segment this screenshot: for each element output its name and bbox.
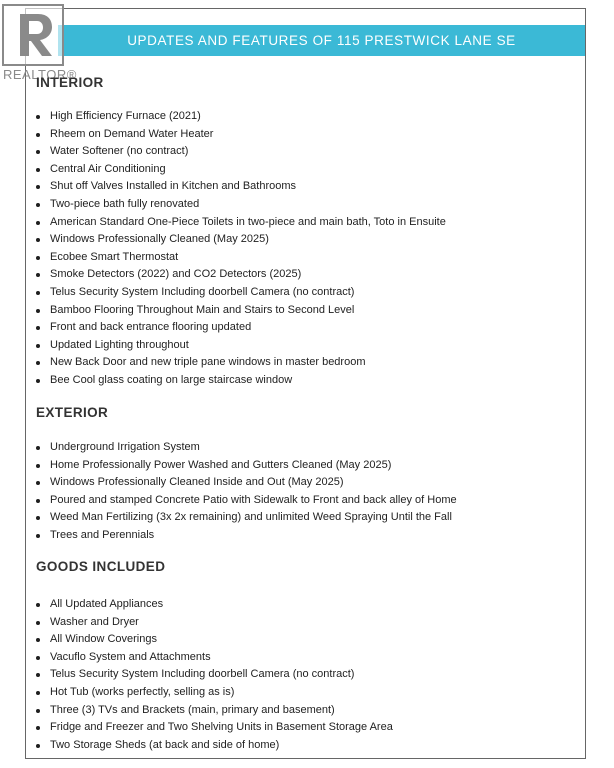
bullet-icon [36, 168, 40, 172]
realtor-r-icon [2, 4, 64, 66]
bullet-icon [36, 203, 40, 207]
list-item-text: Ecobee Smart Thermostat [50, 250, 179, 263]
bullet-icon [36, 656, 40, 660]
list-item-text: Telus Security System Including doorbell Camera (no contract) [50, 668, 355, 681]
bullet-icon [36, 326, 40, 330]
list-item [36, 108, 576, 126]
list-item [36, 231, 576, 249]
list-item [36, 474, 576, 492]
bullet-icon [36, 256, 40, 260]
bullet-icon [36, 361, 40, 365]
list-item [36, 719, 576, 737]
bullet-icon [36, 446, 40, 450]
list-item-text: Telus Security System Including doorbell Camera (no contract) [50, 285, 355, 298]
list-item [36, 631, 576, 649]
list-item-text: Rheem on Demand Water Heater [50, 127, 214, 140]
list-item-text: Trees and Perennials [50, 528, 155, 541]
list-item [36, 527, 576, 545]
list-item-text: Vacuflo System and Attachments [50, 650, 211, 663]
list-item [36, 457, 576, 475]
bullet-icon [36, 481, 40, 485]
list-item-text: Three (3) TVs and Brackets (main, primary and basement) [50, 703, 335, 716]
section-heading: GOODS INCLUDED [36, 559, 166, 574]
bullet-icon [36, 185, 40, 189]
list-item-text: Bamboo Flooring Throughout Main and Stairs to Second Level [50, 303, 355, 316]
list-item [36, 649, 576, 667]
bullet-icon [36, 603, 40, 607]
list-item-text: Updated Lighting throughout [50, 338, 189, 351]
list-item-text: Windows Professionally Cleaned (May 2025) [50, 233, 269, 246]
bullet-icon [36, 238, 40, 242]
section-heading: INTERIOR [36, 75, 104, 90]
bullet-icon [36, 379, 40, 383]
section-interior [36, 73, 576, 390]
list-item [36, 337, 576, 355]
list-item-text: American Standard One-Piece Toilets in two-piece and main bath, Toto in Ensuite [50, 215, 446, 228]
interior-list [36, 108, 576, 390]
list-item [36, 439, 576, 457]
bullet-icon [36, 499, 40, 503]
section-exterior [36, 403, 576, 545]
list-item [36, 249, 576, 267]
list-item-text: Poured and stamped Concrete Patio with Sidewalk to Front and back alley of Home [50, 493, 457, 506]
list-item-text: Weed Man Fertilizing (3x 2x remaining) and unlimited Weed Spraying Until the Fall [50, 511, 452, 524]
list-item-text: High Efficiency Furnace (2021) [50, 110, 201, 122]
bullet-icon [36, 309, 40, 313]
list-item [36, 178, 576, 196]
list-item-text: Smoke Detectors (2022) and CO2 Detectors (2025) [50, 268, 302, 281]
bullet-icon [36, 621, 40, 625]
list-item [36, 302, 576, 320]
list-item-text: Home Professionally Power Washed and Gutters Cleaned (May 2025) [50, 458, 392, 471]
list-item-text: Windows Professionally Cleaned Inside and Out (May 2025) [50, 476, 344, 489]
bullet-icon [36, 534, 40, 538]
list-item-text: Shut off Valves Installed in Kitchen and Bathrooms [50, 180, 297, 193]
list-item-text: Washer and Dryer [50, 615, 139, 628]
bullet-icon [36, 221, 40, 225]
list-item [36, 737, 576, 755]
realtor-wordmark: REALTOR® [3, 67, 77, 82]
section-goods-included [36, 557, 576, 754]
list-item-text: Front and back entrance flooring updated [50, 321, 252, 334]
bullet-icon [36, 273, 40, 277]
list-item [36, 214, 576, 232]
list-item [36, 509, 576, 527]
bullet-icon [36, 673, 40, 677]
page-title: UPDATES AND FEATURES OF 115 PRESTWICK LANE SE [58, 25, 585, 56]
bullet-icon [36, 344, 40, 348]
list-item [36, 614, 576, 632]
bullet-icon [36, 115, 40, 119]
exterior-list [36, 439, 576, 545]
list-item [36, 372, 576, 390]
list-item [36, 161, 576, 179]
list-item-text: New Back Door and new triple pane windows in master bedroom [50, 356, 366, 369]
list-item [36, 143, 576, 161]
list-item [36, 596, 576, 614]
list-item [36, 266, 576, 284]
list-item-text: Water Softener (no contract) [50, 145, 189, 158]
list-item-text: Fridge and Freezer and Two Shelving Units in Basement Storage Area [50, 721, 393, 734]
list-item [36, 126, 576, 144]
bullet-icon [36, 150, 40, 154]
bullet-icon [36, 709, 40, 713]
list-item [36, 702, 576, 720]
bullet-icon [36, 516, 40, 520]
list-item [36, 354, 576, 372]
list-item-text: All Updated Appliances [50, 598, 164, 610]
list-item-text: Underground Irrigation System [50, 441, 200, 453]
bullet-icon [36, 726, 40, 730]
bullet-icon [36, 464, 40, 468]
list-item-text: Hot Tub (works perfectly, selling as is) [50, 685, 235, 698]
list-item [36, 666, 576, 684]
list-item-text: Two Storage Sheds (at back and side of home) [50, 738, 280, 751]
list-item [36, 492, 576, 510]
list-item-text: Two-piece bath fully renovated [50, 197, 200, 210]
bullet-icon [36, 691, 40, 695]
bullet-icon [36, 638, 40, 642]
bullet-icon [36, 744, 40, 748]
list-item-text: Bee Cool glass coating on large staircase window [50, 373, 293, 386]
list-item [36, 284, 576, 302]
section-heading: EXTERIOR [36, 405, 109, 420]
list-item-text: Central Air Conditioning [50, 162, 166, 175]
list-item-text: All Window Coverings [50, 633, 157, 646]
list-item [36, 196, 576, 214]
list-item [36, 319, 576, 337]
bullet-icon [36, 291, 40, 295]
bullet-icon [36, 133, 40, 137]
list-item [36, 684, 576, 702]
goods-list [36, 596, 576, 754]
